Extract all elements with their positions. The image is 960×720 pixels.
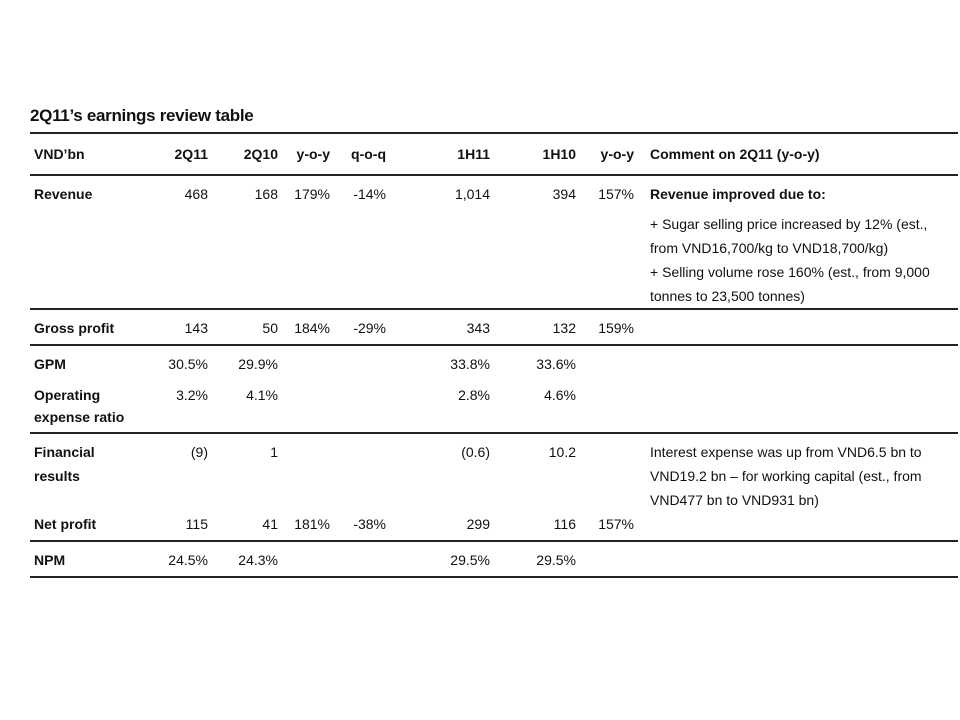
row-label: Revenue xyxy=(34,186,93,202)
header-cell: VND’bn xyxy=(34,146,85,162)
table-cell: 179% xyxy=(294,186,330,202)
comment-cell xyxy=(638,541,958,577)
comment-cell xyxy=(638,376,958,433)
table-cell: 1 xyxy=(270,444,278,460)
table-cell: 3.2% xyxy=(176,387,208,403)
table-cell: 24.3% xyxy=(238,552,278,568)
table-cell: (0.6) xyxy=(461,444,490,460)
table-cell xyxy=(282,541,334,577)
table-title: 2Q11’s earnings review table xyxy=(30,106,254,125)
row-label: Net profit xyxy=(34,516,97,532)
table-cell xyxy=(334,376,390,433)
table-cell: 24.5% xyxy=(168,552,208,568)
table-cell: 4.6% xyxy=(544,387,576,403)
header-row xyxy=(30,133,958,175)
table-cell: 30.5% xyxy=(168,356,208,372)
table-cell: 181% xyxy=(294,516,330,532)
comment-cell: Revenue improved due to: xyxy=(650,186,826,202)
table-cell xyxy=(580,433,638,512)
table-cell: 143 xyxy=(184,320,208,336)
table-cell xyxy=(334,345,390,376)
header-cell: 2Q11 xyxy=(174,146,208,162)
table-cell: -29% xyxy=(353,320,386,336)
table-row xyxy=(30,345,958,376)
table-cell: 168 xyxy=(254,186,278,202)
table-cell: 299 xyxy=(466,516,490,532)
comment-line: Interest expense was up from VND6.5 bn to xyxy=(650,444,922,460)
table-row xyxy=(30,309,958,345)
table-cell xyxy=(334,433,390,512)
header-cell: 1H11 xyxy=(457,146,490,162)
table-cell: 159% xyxy=(598,320,634,336)
comment-line: tonnes to 23,500 tonnes) xyxy=(650,288,805,304)
comment-line: + Sugar selling price increased by 12% (est., xyxy=(650,216,928,232)
table-cell: -14% xyxy=(353,186,386,202)
comment-cell xyxy=(638,512,958,541)
comment-cell xyxy=(638,309,958,345)
table-cell: 1,014 xyxy=(454,186,490,202)
comment-cell xyxy=(638,206,958,309)
header-cell: y-o-y xyxy=(296,146,330,162)
table-cell: 10.2 xyxy=(548,444,576,460)
table-cell xyxy=(282,345,334,376)
table-cell: 157% xyxy=(598,516,634,532)
table-cell xyxy=(334,541,390,577)
table-cell: 116 xyxy=(553,516,576,532)
header-cell: Comment on 2Q11 (y-o-y) xyxy=(650,146,820,162)
table-row xyxy=(30,376,958,433)
table-cell: 50 xyxy=(262,320,278,336)
table-cell xyxy=(282,433,334,512)
table-cell xyxy=(580,345,638,376)
table-cell: 2.8% xyxy=(458,387,490,403)
table-cell: -38% xyxy=(353,516,386,532)
row-label-line: Operating xyxy=(34,387,101,403)
table-cell: 33.6% xyxy=(536,356,576,372)
table-cell: 115 xyxy=(185,516,208,532)
table-cell: 29.9% xyxy=(238,356,278,372)
row-label-line: expense ratio xyxy=(34,409,125,425)
table-row xyxy=(30,433,958,512)
table-cell: 33.8% xyxy=(450,356,490,372)
row-label: GPM xyxy=(34,356,66,372)
table-cell: 184% xyxy=(294,320,330,336)
row-label: Financial results xyxy=(34,444,95,484)
table-cell: 4.1% xyxy=(246,387,278,403)
comment-cell xyxy=(638,345,958,376)
header-cell: 2Q10 xyxy=(243,146,278,162)
table-cell xyxy=(282,376,334,433)
comment-line: VND477 bn to VND931 bn) xyxy=(650,492,819,508)
table-cell: 132 xyxy=(552,320,576,336)
table-cell: (9) xyxy=(190,444,208,460)
comment-line: VND19.2 bn – for working capital (est., from xyxy=(650,468,922,484)
header-cell: 1H10 xyxy=(542,146,576,162)
table-cell xyxy=(580,376,638,433)
table-cell xyxy=(580,541,638,577)
comment-line: + Selling volume rose 160% (est., from 9,000 xyxy=(650,264,930,280)
comment-row xyxy=(30,206,958,309)
row-label: Gross profit xyxy=(34,320,115,336)
table-row xyxy=(30,512,958,541)
table-cell: 394 xyxy=(552,186,576,202)
table-cell: 29.5% xyxy=(450,552,490,568)
earnings-review-table xyxy=(30,132,958,578)
table-row xyxy=(30,541,958,577)
table-cell: 29.5% xyxy=(536,552,576,568)
row-label: NPM xyxy=(34,552,66,568)
table-cell: 41 xyxy=(262,516,278,532)
row-label xyxy=(30,376,142,433)
comment-line: from VND16,700/kg to VND18,700/kg) xyxy=(650,240,889,256)
header-cell: y-o-y xyxy=(600,146,634,162)
comment-cell xyxy=(638,433,958,512)
table-cell: 468 xyxy=(184,186,208,202)
header-cell: q-o-q xyxy=(351,146,386,162)
table-cell: 343 xyxy=(466,320,490,336)
table-cell: 157% xyxy=(598,186,634,202)
table-row xyxy=(30,175,958,206)
